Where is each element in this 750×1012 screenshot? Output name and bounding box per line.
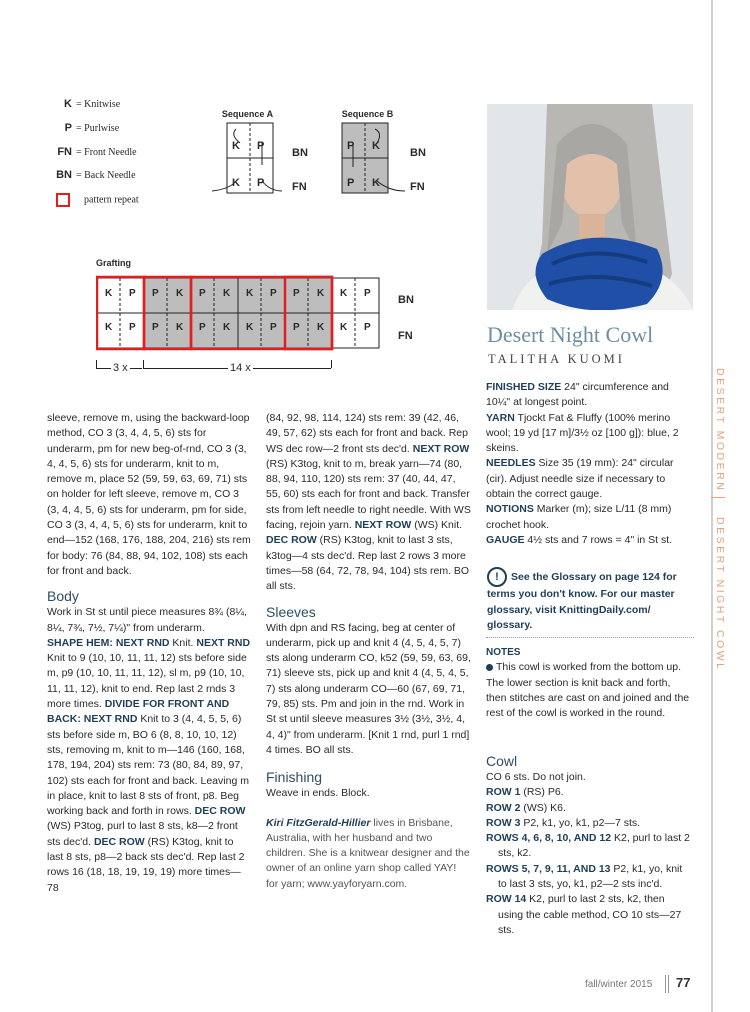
section-tab: DESERT NIGHT COWL [714,517,726,672]
pattern-author: TALITHA KUOMI [488,352,625,366]
issue-label: fall/winter 2015 [585,979,653,990]
stitch-label: P [364,288,371,299]
front-needle-label: FN [398,330,413,342]
model-photo [487,104,693,310]
stitch-label: P [152,322,159,333]
column-2 [266,411,471,892]
page-number: 77 [676,975,691,990]
cowl-row: ROW 3 P2, k1, yo, k1, p2—7 sts. [486,816,641,829]
body-paragraph: Work in St st until piece measures 8¾ (8¼, 8¼, 7¾, 7½, 7¼)" from underarm. [47,606,247,634]
stitch-label: K [223,322,231,333]
stitch-label: P [129,322,136,333]
legend-item: K = Knitwise [64,98,121,110]
front-needle-label: FN [410,181,425,193]
cowl-row: ROW 1 (RS) P6. [486,786,564,799]
legend-item: pattern repeat [40,193,139,207]
stitch-label: P [270,322,277,333]
stitch-label: K [105,288,113,299]
legend-item: P = Purlwise [64,122,120,134]
notes-block [486,645,692,721]
cowl-row: ROW 2 (WS) K6. [486,801,566,814]
notes-text: This cowl is worked from the bottom up. The lower section is knit back and forth, then stitches are cast on and joined and the rest of the cowl is worked in the round. [486,661,690,720]
cowl-intro: CO 6 sts. Do not join. [486,771,586,783]
cowl-block [486,752,692,938]
stitch-label: K [176,322,184,333]
spec-line: NOTIONS Marker (m); size L/11 (8 mm) crochet hook. [486,503,672,531]
stitch-label: P [364,322,371,333]
stitch-label: P [347,177,355,189]
body-paragraph: With dpn and RS facing, beg at center of underarm, pick up and knit 4 (4, 5, 4, 5, 7) sts along underarm CO, k52 (59, 59, 63, 69, 71) sleeve sts, pick up and knit 4 (4, 5, 4, 5, 7) sts along underarm CO—60 (67, 69, 71, 79, 85) sts. Pm and join in the rnd. Work in St st until sleeve measures 3½ (3½, 3½, 4, 4, 4)" from underarm. [Knit 1 rnd, purl 1 rnd] 4 times. BO all sts. [266,621,471,756]
divider [665,975,666,993]
stitch-label: K [105,322,113,333]
stitch-label: P [152,288,159,299]
stitch-label: K [317,322,325,333]
spec-line: YARN Tjockt Fat & Fluffy (100% merino wool; 19 yd [17 m]/3½ oz [100 g]): blue, 2 skeins. [486,411,679,455]
repeat-count: 14 x [230,362,251,374]
pattern-title: Desert Night Cowl [487,322,654,347]
sequence-a-chart [210,109,305,204]
stitch-label: K [372,177,380,189]
sequence-a-diagram [210,109,308,204]
stitch-label: K [223,288,231,299]
stitch-label: K [232,140,240,152]
stitch-label: K [340,288,348,299]
section-heading: Cowl [486,753,518,769]
stitch-label: K [372,140,380,152]
stitch-label: K [317,288,325,299]
back-needle-label: BN [410,147,426,159]
notes-title: NOTES [486,647,521,658]
grafting-title: Grafting [96,258,131,268]
sequence-b-title: Sequence B [341,109,394,119]
section-heading: Body [47,588,79,605]
grafting-diagram [96,258,436,380]
specs-block [486,380,691,548]
stitch-label: P [199,322,206,333]
repeat-count: 3 x [113,362,128,374]
cowl-row: ROWS 4, 6, 8, 10, AND 12 K2, purl to last 2 sts, k2. [486,832,690,860]
photo-illustration [487,104,693,310]
info-icon: ! [487,567,507,587]
section-heading: Finishing [266,769,323,786]
stitch-label: P [293,288,300,299]
column-1 [47,411,252,896]
stitch-label: K [340,322,348,333]
front-needle-label: FN [292,181,307,193]
divider [711,497,725,498]
cowl-row: ROWS 5, 7, 9, 11, AND 13 P2, k1, yo, knit to last 3 sts, yo, k1, p2—2 sts inc'd. [486,862,683,891]
body-paragraph: Weave in ends. Block. [266,787,370,800]
legend-item: FN = Front Needle [57,146,137,158]
glossary-note: ! See the Glossary on page 124 for terms you don't know. For our master glossary, visit KnittingDaily.com/ glossary. [487,567,695,634]
spec-line: GAUGE 4½ sts and 7 rows = 4" in St st. [486,533,673,546]
legend-item: BN = Back Needle [56,169,136,181]
cowl-row: ROW 14 K2, purl to last 2 sts, k2, then using the cable method, CO 10 sts—27 sts. [486,893,682,936]
body-paragraph: SHAPE HEM: NEXT RND Knit. NEXT RND Knit to 9 (10, 10, 11, 11, 12) sts before side m, p9 (10, 10, 11, 11, 12), sl m, p9 (10, 10, 11, 11, 12), knit to end. Rep last 2 rnds 3 more times. DIVIDE FOR FRONT AND BACK: NEXT RND Knit to 3 (4, 4, 5, 5, 6) sts before side m, BO 6 (8, 8, 10, 10, 12) sts, removing m, knit to m—146 (160, 168, 178, 194, 204) sts rem: 73 (80, 84, 89, 97, 102) sts each for front and back. Leaving m in place, knit to last 8 sts of front, p8. Beg working back and forth in rows. DEC ROW (WS) P3tog, purl to last 8 sts, k8—2 front sts dec'd. DEC ROW (RS) K3tog, knit to last 8 sts, p8—2 back sts dec'd. Rep last 2 rows 16 (18, 18, 19, 19, 19) more times—78 [47,636,251,894]
red-box-icon [56,193,70,207]
stitch-label: P [129,288,136,299]
repeat-scale [96,358,396,374]
stitch-label: P [257,140,265,152]
stitch-label: P [347,140,355,152]
stitch-label: K [232,177,240,189]
stitch-label: P [270,288,277,299]
divider [668,975,669,993]
sequence-b-diagram [325,109,435,204]
stitch-label: P [199,288,206,299]
divider [486,637,694,638]
spec-line: FINISHED SIZE 24" circumference and 10¼" at longest point. [486,381,669,409]
spec-line: NEEDLES Size 35 (19 mm): 24" circular (cir). Adjust needle size if necessary to obtain the correct gauge. [486,457,674,501]
stitch-label: P [293,322,300,333]
back-needle-label: BN [292,147,308,159]
section-tab: DESERT MODERN [714,368,726,493]
side-band [711,0,750,1012]
stitch-label: K [176,288,184,299]
stitch-label: P [257,177,265,189]
back-needle-label: BN [398,294,414,306]
sequence-a-title: Sequence A [221,109,274,119]
stitch-label: K [246,288,254,299]
bullet-icon [486,664,493,671]
stitch-label: K [246,322,254,333]
section-heading: Sleeves [266,603,316,620]
designer-bio: Kiri FitzGerald-Hillier lives in Brisbane, Australia, with her husband and two children. She is a knitwear designer and the owner of an online yarn shop called YAY! for yarn; www.yayforyarn.com. [266,816,470,890]
body-paragraph: sleeve, remove m, using the backward-loop method, CO 3 (3, 4, 4, 5, 6) sts for underarm, pm for new beg-of-rnd, CO 3 (3, 4, 4, 5, 6) sts for underarm, knit to m, remove m, place 52 (59, 59, 63, 69, 71) sts on holder for left sleeve, remove m, CO 3 (3, 4, 4, 5, 6) sts for underarm, pm for side, CO 3 (3, 4, 4, 5, 6) sts for underarm, knit to end—152 (168, 176, 188, 204, 216) sts rem for body: 76 (84, 88, 94, 102, 108) sts each for front and back. [47,412,251,577]
body-paragraph: (84, 92, 98, 114, 124) sts rem: 39 (42, 46, 49, 57, 62) sts each for front and back. Rep WS dec row—2 front sts dec'd. NEXT ROW (RS) K3tog, knit to m, break yarn—74 (80, 88, 94, 110, 120) sts rem: 37 (40, 44, 47, 55, 60) sts each for front and back. Transfer sts from left needle to right needle. With WS facing, rejoin yarn. NEXT ROW (WS) Knit. DEC ROW (RS) K3tog, knit to last 3 sts, k3tog—4 sts dec'd. Rep last 2 rows 3 more times—58 (64, 72, 78, 94, 104) sts rem. BO all sts. [266,412,471,593]
